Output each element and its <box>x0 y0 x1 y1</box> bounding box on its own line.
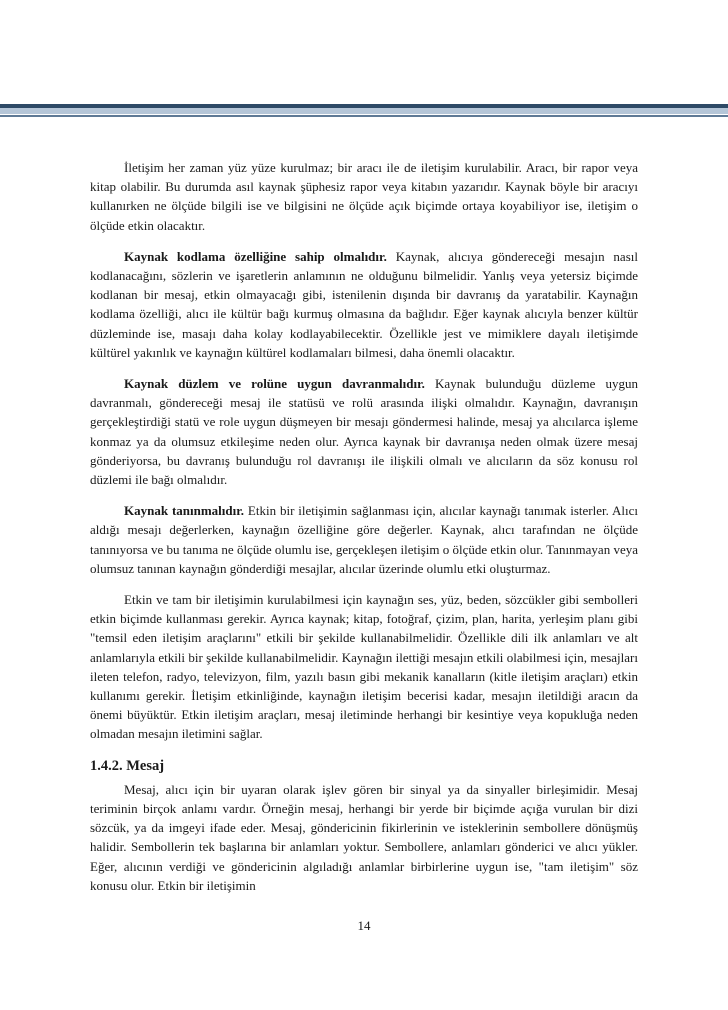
header-rule <box>0 104 728 118</box>
paragraph-text: Etkin bir iletişimin sağlanması için, alıcılar kaynağı tanımak isterler. Alıcı aldığı mesajı değerlerken, kaynağın özelliğine göre değerler. Kaynak, alıcı tarafından ne ölçüde tanınıyorsa ve bu tanıma ne ölçüde olumlu ise, gerçekleşen iletişim o ölçüde etkin olur. Tanınmayan veya olumsuz tanınan kaynağın gönderdiği mesajlar, alıcılar üzerinde olumlu etki oluşturmaz. <box>90 503 638 576</box>
paragraph-text: Mesaj, alıcı için bir uyaran olarak işlev gören bir sinyal ya da sinyaller birleşimidir. Mesaj teriminin birçok anlamı vardır. Örneğin mesaj, herhangi bir yerde bir biçimde açığa vurulan bir dizi sözcük, ya da imgeyi ifade eder. Mesaj, göndericinin fikirlerinin ve isteklerinin sembollere dönüşmüş halidir. Sembollerin tek başlarına bir anlamları yoktur. Sembollere, anlamları gönderici ve alıcı yükler. Eğer, alıcının verdiği ve göndericinin algıladığı anlamlar birbirlerine uygun ise, "tam iletişim" söz konusu olur. Etkin bir iletişimin <box>90 781 638 893</box>
paragraph-message <box>90 780 638 895</box>
paragraph-lead: Kaynak tanınmalıdır. <box>124 503 245 519</box>
paragraph-text: Etkin ve tam bir iletişimin kurulabilmesi için kaynağın ses, yüz, beden, sözcükler gibi sembolleri etkin biçimde kullanması gerekir. Ayrıca kaynak; kitap, fotoğraf, çizim, plan, harita, yerleşim planı gibi "temsil eden iletişim araçlarını" etkili bir şekilde kullanabilmelidir. Özellikle dili ilk anlamları ve alt anlamlarıyla etkili bir şekilde kullanabilmelidir. Kaynağın ilettiği mesajın etkili olabilmesi için, mesajları ileten telefon, radyo, televizyon, film, yazılı basın gibi mekanik kanalların (kitle iletişim araçları) etkin kullanımı gerekir. İletişim etkinliğinde, kaynağın iletişim becerisi kadar, mesajın iletildiği aracın da önemi büyüktür. Etkin iletişim araçları, mesaj iletiminde herhangi bir kesintiye veya kopukluğa neden olmadan mesajın iletimini sağlar. <box>90 592 638 742</box>
paragraph-text: Kaynak bulunduğu düzleme uygun davranmalı, göndereceği mesaj ile statüsü ve rolü arasında ilişki olmalıdır. Kaynağın, davranışın gerçekleştirdiği statü ve role uygun düşmeyen bir mesajı göndermesi halinde, mesaj ya alıcılarca işleme konmaz ya da olumsuz etkileşime neden olur. Ayrıca kaynak bir davranışa neden olmak üzere mesaj gönderiyorsa, bu davranış bulunduğu rol davranışı ile ilişkili olmalı ve alıcıların da söz konusu rol düzlemi ile bağı olmalıdır. <box>90 376 638 488</box>
page-number: 14 <box>357 918 371 933</box>
paragraph-lead: Kaynak düzlem ve rolüne uygun davranmalıdır. <box>124 376 425 392</box>
header-rule-light-band <box>0 108 728 114</box>
paragraph-text: Kaynak, alıcıya göndereceği mesajın nasıl kodlanacağını, sözlerin ve işaretlerin anlamının ne olduğunu bilmelidir. Yanlış veya yetersiz biçimde kodlanan bir mesaj, etkin olmayacağı gibi, istenilenin dışında bir davranış da yaratabilir. Kaynağın kodlama özelliği, alıcı ile kültür bağı kurmuş olmasına da bağlıdır. Eğer kaynak alıcıyla benzer kültür düzleminde ise, masajı daha kolay kodlayabilecektir. Özellikle jest ve mimiklere dayalı iletişimde kültürel yakınlık ve kaynağın kültürel kodlamaları bilmesi, daha önemli olacaktır. <box>90 248 638 360</box>
paragraph-text: İletişim her zaman yüz yüze kurulmaz; bir aracı ile de iletişim kurulabilir. Aracı, bir rapor veya kitap olabilir. Bu durumda asıl kaynak şüphesiz rapor veya kitabın yazarıdır. Kaynak böyle bir aracıyı kullanırken ne ölçüde bilgili ise ve bilgisini ne ölçüde açık biçimde ortaya koyabiliyor ise, iletişim o ölçüde etkin olacaktır. <box>90 160 638 233</box>
paragraph-encoding <box>90 247 638 362</box>
paragraph-symbols <box>90 590 638 744</box>
paragraph-lead: Kaynak kodlama özelliğine sahip olmalıdır. <box>124 248 387 264</box>
paragraph-recognition <box>90 501 638 578</box>
paragraph-role <box>90 374 638 489</box>
header-rule-thin-line <box>0 115 728 117</box>
section-heading: 1.4.2. Mesaj <box>90 757 165 774</box>
page-content <box>90 158 638 895</box>
paragraph-intermediary <box>90 158 638 235</box>
